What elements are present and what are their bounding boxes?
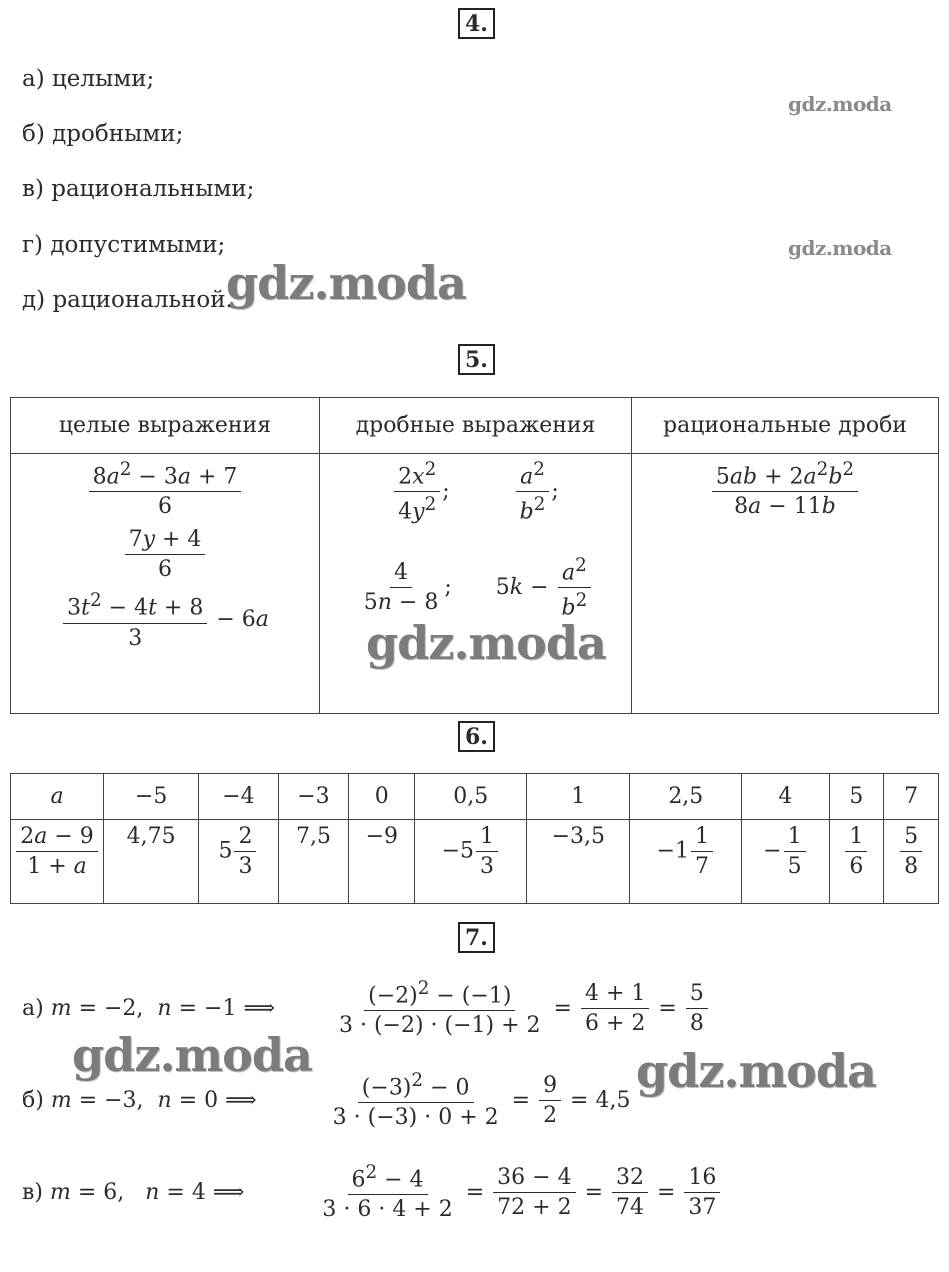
variable-header: a: [11, 774, 104, 820]
expression-header: $\frac{2a - 9}{1 + a}$: [11, 820, 104, 904]
fractional-expressions-cell: [320, 454, 632, 714]
watermark-large: gdz.moda: [366, 616, 606, 670]
a-value: −4: [199, 774, 278, 820]
expression: $\frac{3t^2 - 4t + 8}{3}$ − 6a: [12, 590, 318, 650]
a-value: 0,5: [415, 774, 527, 820]
task-4-item-b: б) дробными;: [22, 121, 184, 147]
header-rational: рациональные дроби: [632, 398, 939, 454]
watermark-large: gdz.moda: [226, 256, 466, 310]
header-fractional: дробные выражения: [320, 398, 632, 454]
part-label: в): [22, 1179, 43, 1205]
part-label: б): [22, 1087, 44, 1113]
result-value: $\frac{5}{8}$: [884, 820, 939, 904]
task-5-number: 5.: [458, 344, 495, 375]
task-4-item-a: а) целыми;: [22, 66, 155, 92]
result-value: $\frac{1}{6}$: [829, 820, 884, 904]
result-value: −9: [349, 820, 415, 904]
task-4-item-c: в) рациональными;: [22, 176, 255, 202]
result-value: − $\frac{1}{5}$: [742, 820, 829, 904]
values-table: [10, 773, 939, 904]
result-value: −5 $\frac{1}{3}$: [415, 820, 527, 904]
a-value: 5: [829, 774, 884, 820]
result-value: 5 $\frac{2}{3}$: [199, 820, 278, 904]
task-7-part-a: а) m = −2, n = −1 ⟹ $\frac{(-2)^2 - (-1)}{3 \cdot (-2) \cdot (-1) + 2}$ = $\frac{4 + 1}{6 + 2}$ = $\frac{5}{8}$: [22, 978, 710, 1038]
result-value: −3,5: [527, 820, 630, 904]
result-value: 4,5: [595, 1087, 631, 1113]
watermark-large: gdz.moda: [636, 1044, 876, 1098]
watermark-small: gdz.moda: [788, 236, 892, 260]
a-value: −5: [104, 774, 199, 820]
a-value: 4: [742, 774, 829, 820]
task-4-item-e: д) рациональной.: [22, 287, 233, 313]
header-whole: целые выражения: [11, 398, 320, 454]
expression: $\frac{2x^2}{4y^2}$ ; $\frac{a^2}{b^2}$ ;: [321, 459, 630, 525]
a-value: −3: [278, 774, 349, 820]
expression: $\frac{4}{5n - 8}$ ; 5k − $\frac{a^2}{b^2}$: [321, 555, 630, 621]
whole-expressions-cell: [11, 454, 320, 714]
task-7-part-b: б) m = −3, n = 0 ⟹ $\frac{(-3)^2 - 0}{3 \cdot (-3) \cdot 0 + 2}$ = $\frac{9}{2}$ = 4,5: [22, 1070, 631, 1131]
rational-fractions-cell: [632, 454, 939, 714]
result-value: 7,5: [278, 820, 349, 904]
task-4-number: 4.: [458, 8, 495, 39]
expression: $\frac{8a^2 - 3a + 7}{6}$: [12, 459, 318, 519]
task-7-part-c: в) m = 6, n = 4 ⟹ $\frac{6^2 - 4}{3 \cdot 6 \cdot 4 + 2}$ = $\frac{36 - 4}{72 + 2}$ = $\frac{32}{74}$ = $\frac{16}{37}$: [22, 1162, 722, 1222]
result-value: 4,75: [104, 820, 199, 904]
task-6-number: 6.: [458, 721, 495, 752]
part-label: а): [22, 995, 44, 1021]
expression: $\frac{5ab + 2a^2b^2}{8a - 11b}$: [633, 459, 937, 519]
watermark-small: gdz.moda: [788, 92, 892, 116]
task-7-number: 7.: [458, 922, 495, 953]
a-value: 0: [349, 774, 415, 820]
a-value: 7: [884, 774, 939, 820]
a-value: 1: [527, 774, 630, 820]
a-value: 2,5: [630, 774, 742, 820]
expression: $\frac{7y + 4}{6}$: [12, 527, 318, 582]
result-value: −1 $\frac{1}{7}$: [630, 820, 742, 904]
watermark-large: gdz.moda: [72, 1028, 312, 1082]
task-4-item-d: г) допустимыми;: [22, 232, 226, 258]
